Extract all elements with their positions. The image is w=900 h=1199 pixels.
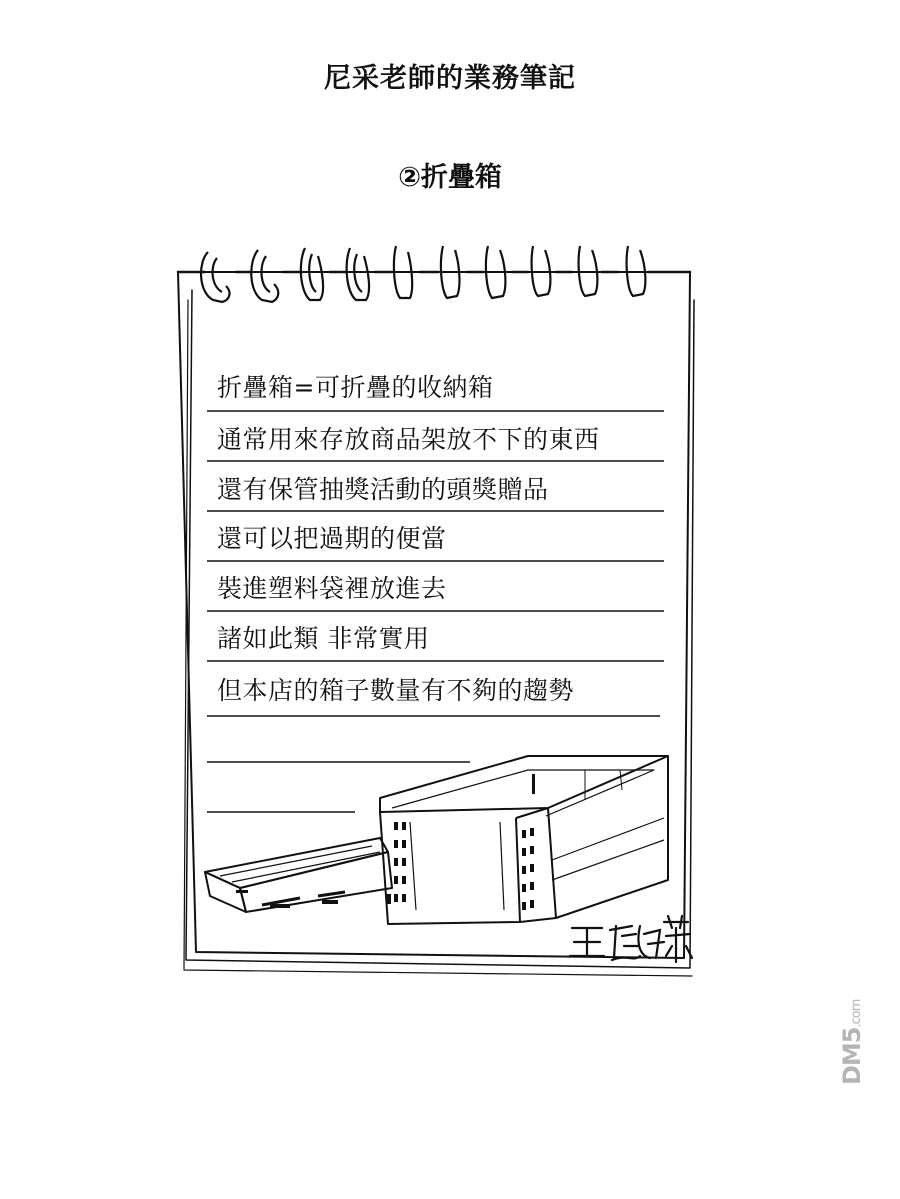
spiral-ring xyxy=(347,248,369,300)
section-title: ②折疊箱 xyxy=(398,162,502,193)
spiral-ring xyxy=(251,250,278,302)
note-line: 還有保管抽獎活動的頭獎贈品 xyxy=(217,475,549,504)
note-line: 諸如此類 非常實用 xyxy=(217,624,430,653)
page-title: 尼采老師的業務筆記 xyxy=(324,63,576,94)
spiral-ring xyxy=(301,248,323,300)
open-crate-drawing xyxy=(380,756,668,924)
ruled-lines xyxy=(207,411,664,812)
spiral-binding xyxy=(201,246,645,302)
note-line: 但本店的箱子數量有不夠的趨勢 xyxy=(217,676,575,705)
note-line: 還可以把過期的便當 xyxy=(217,524,447,553)
note-line: 折疊箱=可折疊的收納箱 xyxy=(217,373,494,402)
note-line: 通常用來存放商品架放不下的東西 xyxy=(217,425,600,454)
site-watermark: DM5.com xyxy=(838,999,866,1085)
folded-crate-drawing xyxy=(205,838,392,912)
artist-stamp-caption: ~ xyxy=(628,953,635,962)
spiral-ring xyxy=(201,252,229,302)
note-line: 裝進塑料袋裡放進去 xyxy=(217,574,447,603)
open-crate-vents xyxy=(386,774,535,910)
